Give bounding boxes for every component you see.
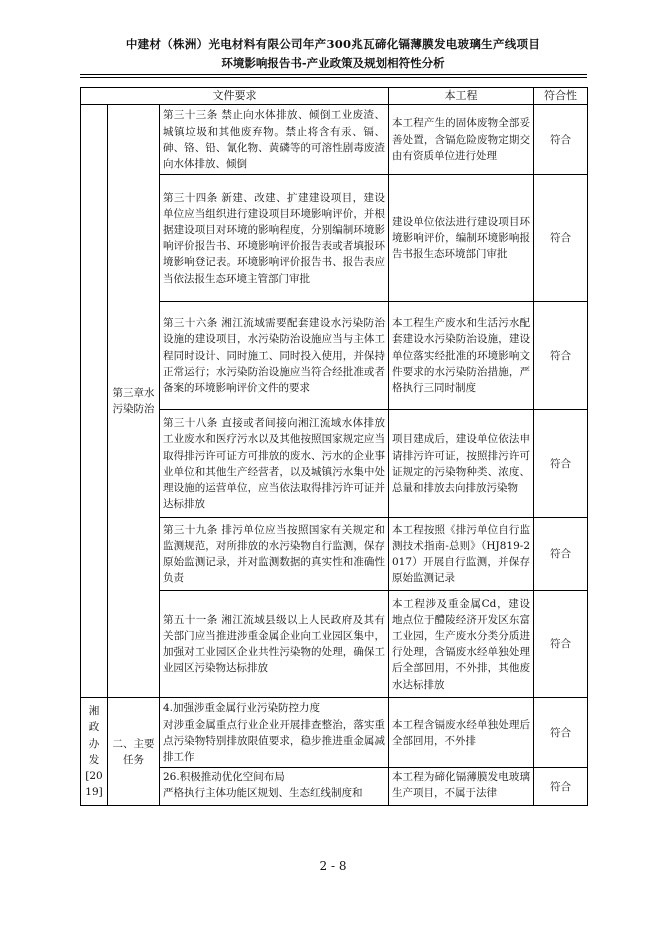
requirement-cell: 第三十六条 湘江流域需要配套建设水污染防治设施的建设项目，水污染防治设施应当与主体工程同时设计、同时施工、同时投入使用，并保持正常运行；水污染防治设施应当符合经批准或者备案的环境影响评价文件的要求 (160, 302, 389, 410)
requirement-cell: 4.加强涉重金属行业污染防控力度 对涉重金属重点行业企业开展排查整治，落实重点污染物特别排放限值要求，稳步推进重金属减排工作 (160, 698, 389, 768)
section-chapter3-cell: 第三章水污染防治 (108, 105, 160, 698)
requirement-cell: 26.积极推动优化空间布局 严格执行主体功能区规划、生态红线制度和 (160, 768, 389, 806)
header-rule-top (80, 74, 587, 75)
doc-xiangzheng-cell: 湘政办发[2019] (81, 698, 108, 806)
compliance-table (80, 87, 588, 806)
header-project: 本工程 (389, 88, 534, 105)
requirement-cell: 第三十三条 禁止向水体排放、倾倒工业废渣、城镇垃圾和其他废弃物。禁止将含有汞、镉、砷、铬、铅、氰化物、黄磷等的可溶性剧毒废渣向水体排放、倾倒 (160, 105, 389, 175)
compliance-cell: 符合 (534, 698, 588, 768)
project-cell: 建设单位依法进行建设项目环境影响评价，编制环境影响报告书报生态环境部门审批 (389, 175, 534, 302)
project-cell: 本工程涉及重金属Cd，建设地点位于醴陵经济开发区东富工业园，生产废水分类分质进行处理，含镉废水经单独处理后全部回用，不外排，其他废水达标排放 (389, 591, 534, 698)
compliance-cell: 符合 (534, 302, 588, 410)
table-row (81, 698, 588, 768)
compliance-cell: 符合 (534, 768, 588, 806)
page-header (0, 36, 666, 71)
table-row (81, 105, 588, 175)
requirement-cell: 第三十八条 直接或者间接向湘江流域水体排放工业废水和医疗污水以及其他按照国家规定应当取得排污许可证方可排放的废水、污水的企业事业单位和其他生产经营者，以及城镇污水集中处理设施的运营单位，应当依法取得排污许可证并达标排放 (160, 410, 389, 518)
report-project-title: 中建材（株洲）光电材料有限公司年产300兆瓦碲化镉薄膜发电玻璃生产线项目 (125, 37, 541, 51)
project-cell: 本工程含镉废水经单独处理后全部回用，不外排 (389, 698, 534, 768)
requirement-cell: 第五十一条 湘江流域县级以上人民政府及其有关部门应当推进涉重金属企业向工业园区集中，加强对工业园区企业共性污染物的处理，确保工业园区污染物达标排放 (160, 591, 389, 698)
project-cell: 项目建成后，建设单位依法申请排污许可证，按照排污许可证规定的污染物种类、浓度、总量和排放去向排放污染物 (389, 410, 534, 518)
compliance-cell: 符合 (534, 175, 588, 302)
project-cell: 本工程产生的固体废物全部妥善处置，含镉危险废物定期交由有资质单位进行处理 (389, 105, 534, 175)
header-requirements: 文件要求 (81, 88, 389, 105)
project-cell: 本工程按照《排污单位自行监测技术指南-总则》（HJ819-2017）开展自行监测，并保存原始监测记录 (389, 518, 534, 591)
compliance-cell: 符合 (534, 591, 588, 698)
compliance-cell: 符合 (534, 518, 588, 591)
requirement-cell: 第三十九条 排污单位应当按照国家有关规定和监测规范，对所排放的水污染物自行监测，保存原始监测记录，并对监测数据的真实性和准确性负责 (160, 518, 389, 591)
report-section-title: 环境影响报告书-产业政策及规划相符性分析 (221, 56, 445, 70)
page-number: 2 - 8 (319, 859, 347, 873)
compliance-cell: 符合 (534, 410, 588, 518)
section-main-tasks-cell: 二、主要任务 (108, 698, 160, 806)
header-compliance: 符合性 (534, 88, 588, 105)
blank-doc-cell (81, 105, 108, 698)
header-rule-bottom (80, 77, 587, 78)
compliance-cell: 符合 (534, 105, 588, 175)
project-cell: 本工程为碲化镉薄膜发电玻璃生产项目，不属于法律 (389, 768, 534, 806)
requirement-cell: 第三十四条 新建、改建、扩建建设项目，建设单位应当组织进行建设项目环境影响评价，并根据建设项目对环境的影响程度，分别编制环境影响评价报告书、环境影响评价报告表或者填报环境影响登记表。环境影响评价报告书、报告表应当依法报生态环境主管部门审批 (160, 175, 389, 302)
table-header-row (81, 88, 588, 105)
project-cell: 本工程生产废水和生活污水配套建设水污染防治设施，建设单位落实经批准的环境影响文件要求的水污染防治措施，严格执行三同时制度 (389, 302, 534, 410)
